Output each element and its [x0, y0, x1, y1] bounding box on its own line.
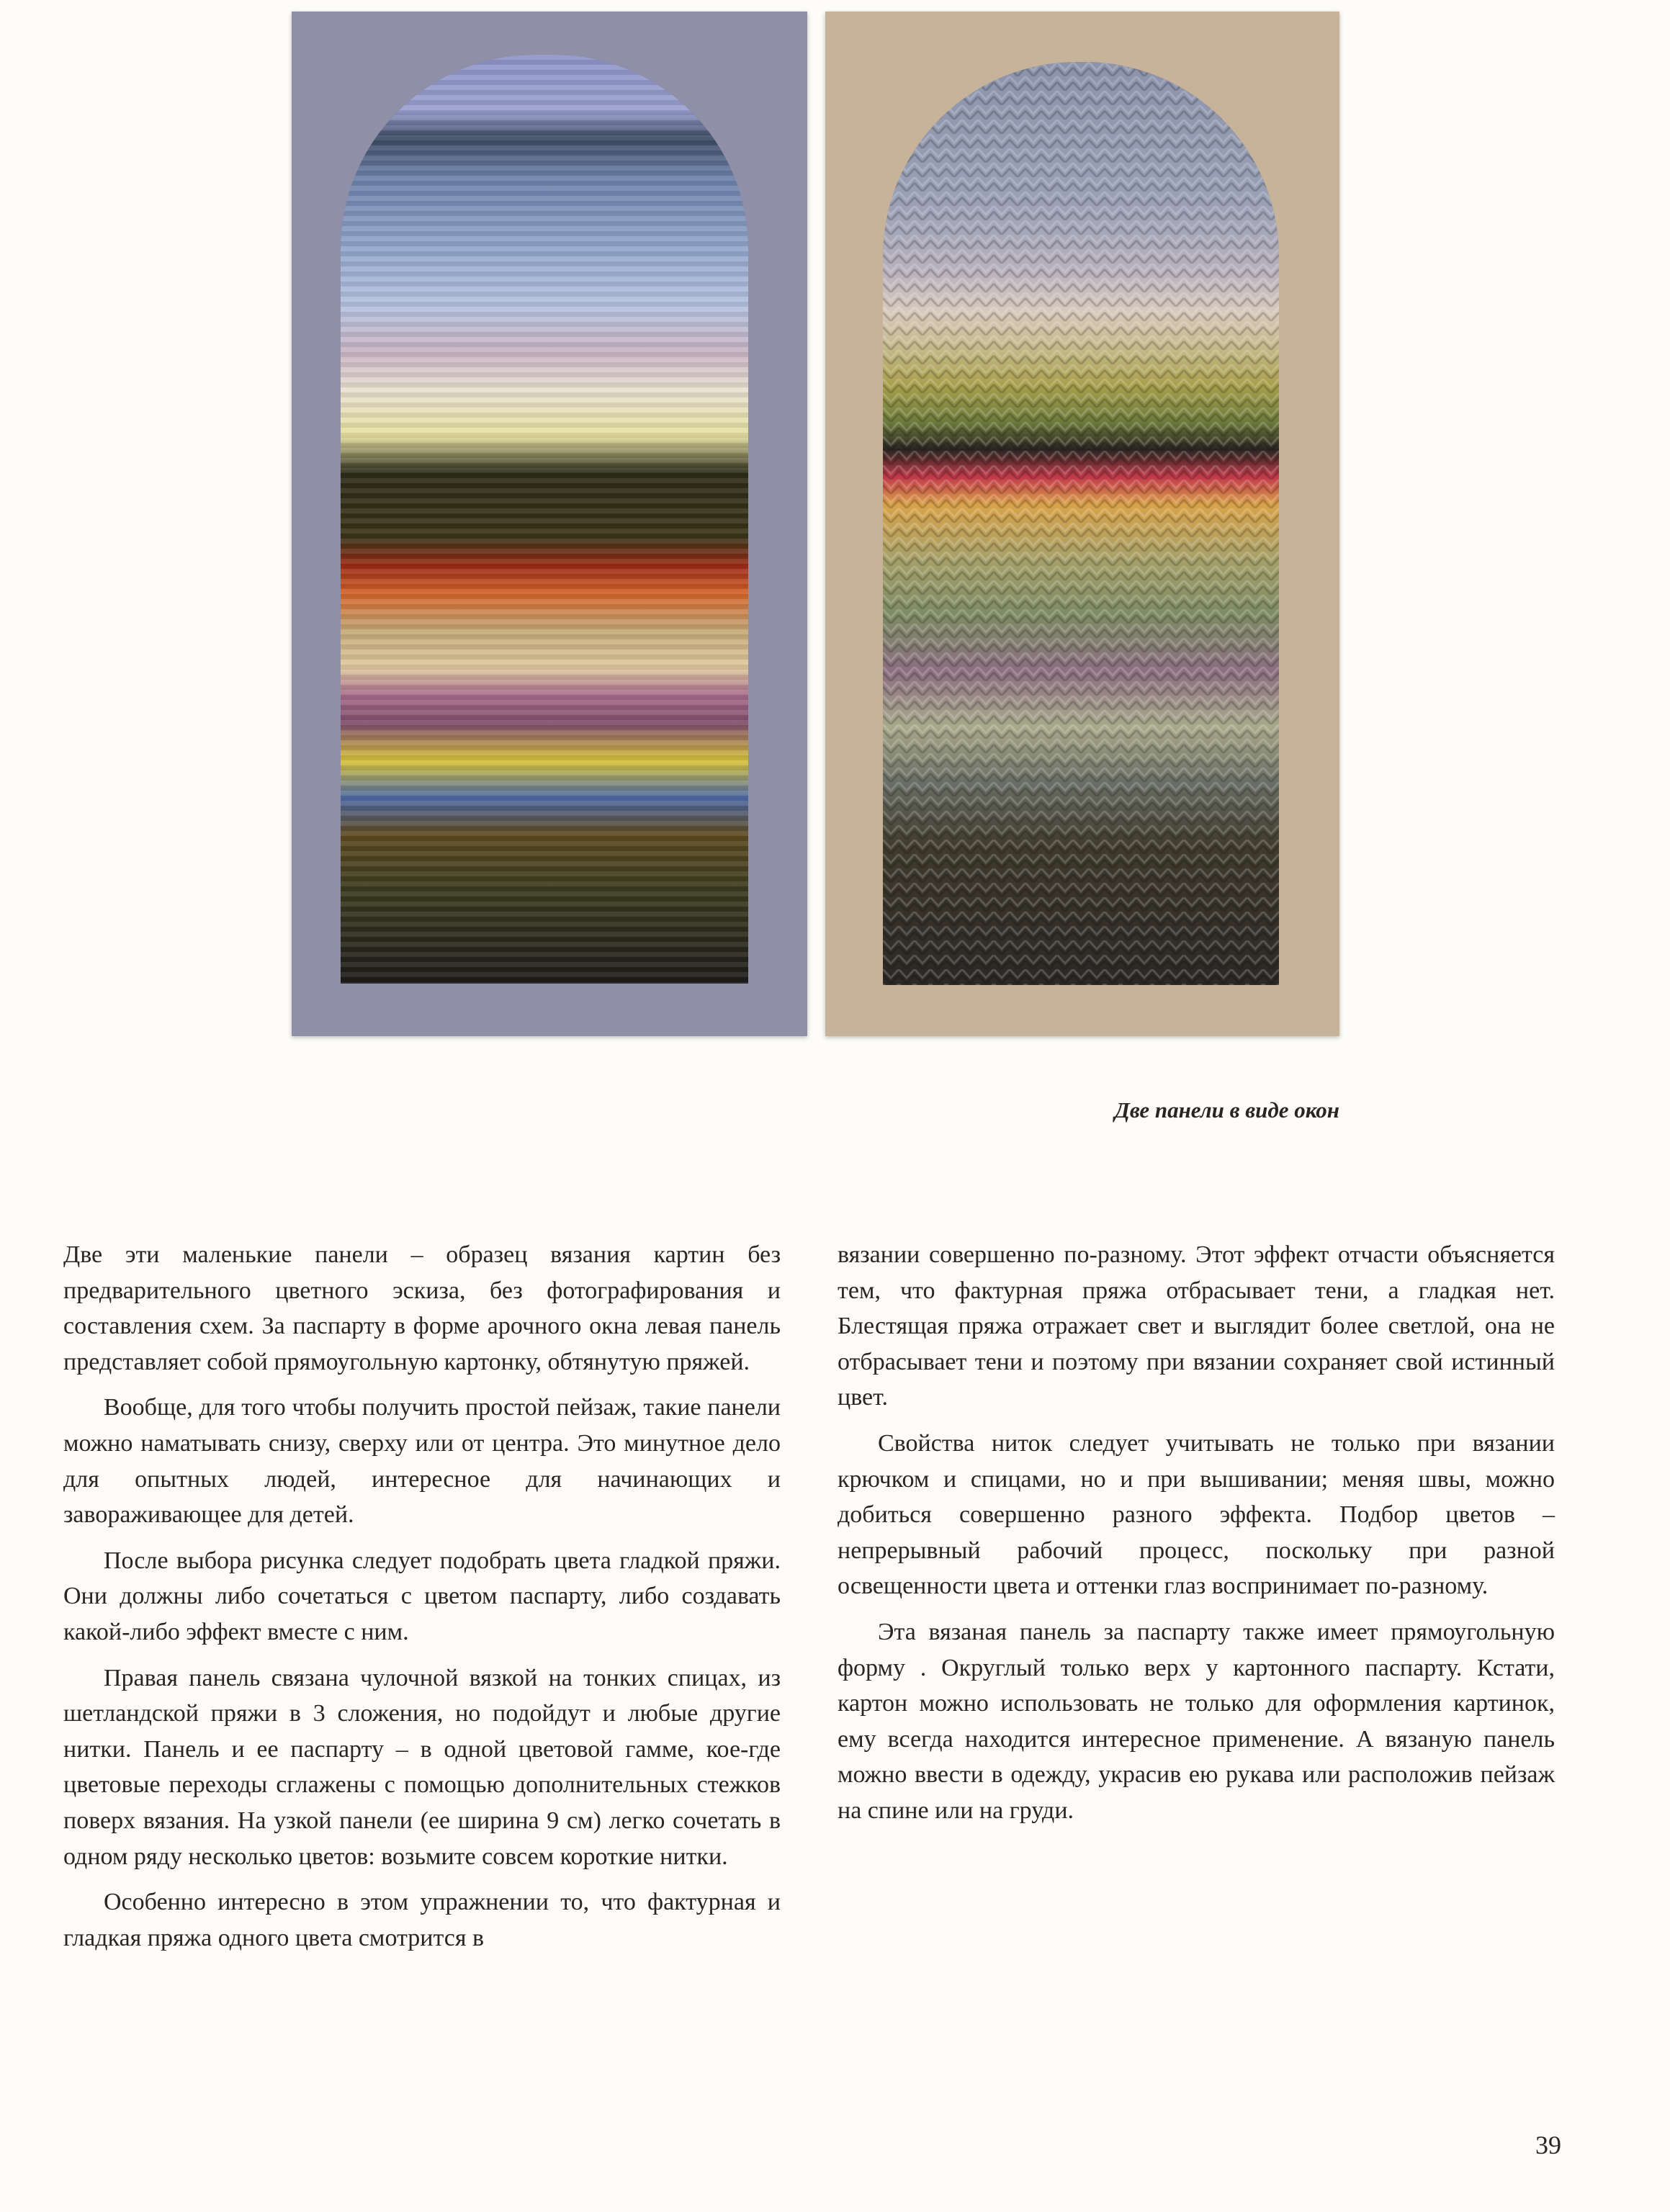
right-text-column — [838, 1237, 1555, 1839]
left-panel-photo — [292, 12, 807, 1036]
left-arch-window — [341, 55, 748, 984]
paragraph: вязании совершенно по-разному. Этот эффект отчасти объясняется тем, что фактурная пряжа отбрасывает тени, а гладкая нет. Блестящая пряжа отражает свет и выглядит более светлой, она не отбрасывает тени и поэтому при вязании сохраняет свой истинный цвет. — [838, 1241, 1555, 1411]
paragraph: Вообще, для того чтобы получить простой пейзаж, такие панели можно наматывать снизу, сверху или от центра. Это минутное дело для опытных людей, интересное для начинающих и завораживающее для детей. — [63, 1394, 781, 1529]
left-text-column — [63, 1237, 781, 1966]
right-panel-photo — [825, 12, 1339, 1036]
right-arch-window — [883, 62, 1279, 985]
paragraph: Свойства ниток следует учитывать не только при вязании крючком и спицами, но и при вышивании; меняя швы, можно добиться совершенно разного эффекта. Подбор цветов – непрерывный рабочий процесс, поскольку при разной освещенности цвета и оттенки глаз воспринимает по-разному. — [838, 1429, 1555, 1600]
figure-caption: Две панели в виде окон — [1114, 1097, 1339, 1123]
paragraph: Правая панель связана чулочной вязкой на тонких спицах, из шетландской пряжи в 3 сложения, но подойдут и любые другие нитки. Панель и ее паспарту – в одной цветовой гамме, кое-где цветовые переходы сглажены с помощью дополнительных стежков поверх вязания. На узкой панели (ее ширина 9 см) легко сочетать в одном ряду несколько цветов: возьмите совсем короткие нитки. — [63, 1664, 781, 1870]
right-knitted-landscape — [883, 62, 1279, 985]
left-knitted-landscape — [341, 55, 748, 984]
paragraph: После выбора рисунка следует подобрать цвета гладкой пряжи. Они должны либо сочетаться с цветом паспарту, либо создавать какой-либо эффект вместе с ним. — [63, 1547, 781, 1645]
paragraph: Две эти маленькие панели – образец вязания картин без предварительного цветного эскиза, без фотографирования и составления схем. За паспарту в форме арочного окна левая панель представляет собой прямоугольную картонку, обтянутую пряжей. — [63, 1241, 781, 1375]
paragraph: Особенно интересно в этом упражнении то, что фактурная и гладкая пряжа одного цвета смотрится в — [63, 1889, 781, 1951]
paragraph: Эта вязаная панель за паспарту также имеет прямоугольную форму . Округлый только верх у картонного паспарту. Кстати, картон можно использовать не только для оформления картинок, ему всегда находится интересное применение. А вязаную панель можно ввести в одежду, украсив ею рукава или расположив пейзаж на спине или на груди. — [838, 1618, 1555, 1824]
page-number: 39 — [1535, 2131, 1561, 2159]
